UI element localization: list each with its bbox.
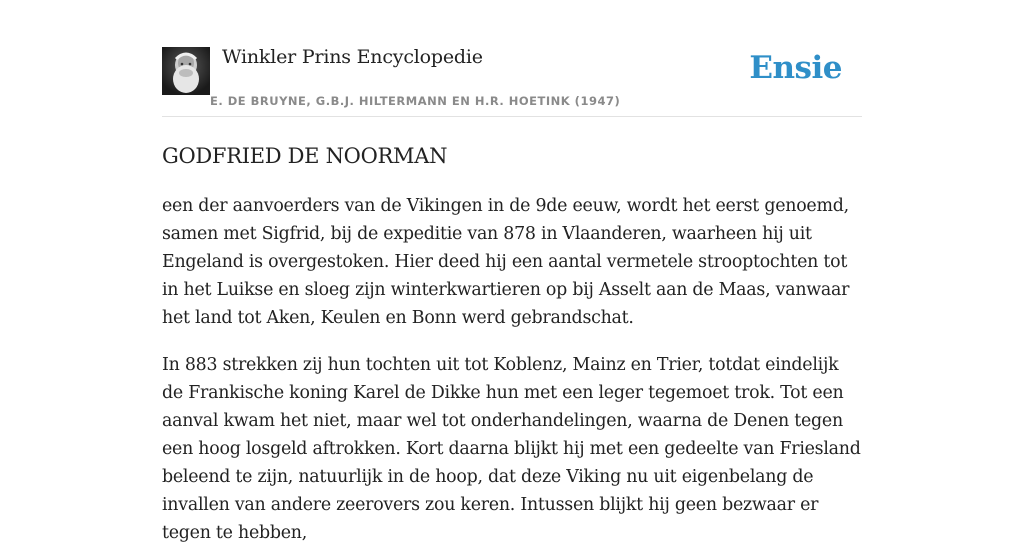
authors-byline: E. DE BRUYNE, G.B.J. HILTERMANN EN H.R. HOETINK (1947): [210, 94, 621, 108]
article-paragraph: een der aanvoerders van de Vikingen in de 9de eeuw, wordt het eerst genoemd, samen met Sigfrid, bij de expeditie van 878 in Vlaanderen, waarheen hij uit Engeland is overgestoken. Hier deed hij een aantal vermetele strooptochten tot in het Luikse en sloeg zijn winterkwartieren op bij Asselt aan de Maas, vanwaar het land tot Aken, Keulen en Bonn werd gebrandschat.: [162, 196, 850, 328]
portrait-icon: [162, 47, 210, 95]
site-header: [162, 0, 862, 117]
brand-logo-link[interactable]: Ensie: [749, 50, 842, 86]
site-title: Winkler Prins Encyclopedie: [222, 46, 483, 68]
article-title: GODFRIED DE NOORMAN: [162, 144, 448, 168]
article-paragraph: In 883 strekken zij hun tochten uit tot Koblenz, Mainz en Trier, totdat eindelijk de Frankische koning Karel de Dikke hun met een leger tegemoet trok. Tot een aanval kwam het niet, maar wel tot onderhandelingen, waarna de Denen tegen een hoog losgeld aftrokken. Kort daarna blijkt hij met een gedeelte van Friesland beleend te zijn, natuurlijk in de hoop, dat deze Viking nu uit eigenbelang de invallen van andere zeerovers zou keren. Intussen blijkt hij geen bezwaar er tegen te hebben,: [162, 355, 861, 543]
author-avatar: [162, 47, 210, 95]
page-container: [162, 0, 862, 547]
